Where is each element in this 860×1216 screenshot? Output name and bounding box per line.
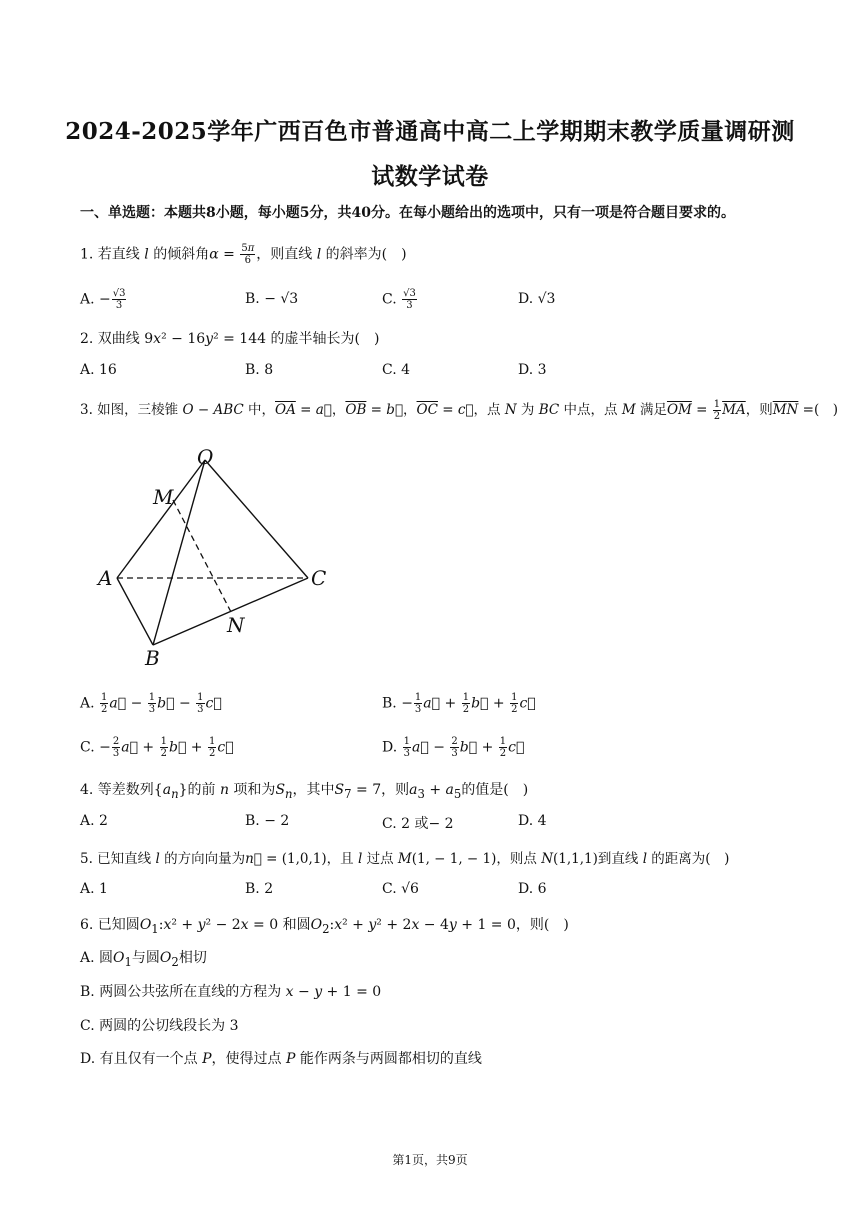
question-4-option-a: A. 2: [80, 813, 108, 829]
label-b: B: [145, 646, 160, 670]
question-6-option-a: A. 圆$O_1$与圆$O_2$相切: [80, 950, 207, 969]
question-2-option-c: C. 4: [382, 362, 411, 378]
label-o: O: [197, 445, 214, 469]
question-2-option-d: D. 3: [518, 362, 547, 378]
question-6-stem: 6. 已知圆$O_1:x^2 + y^2 - 2x = 0$ 和圆$O_2:x^2 + y^2 + 2x - 4y + 1 = 0$，则( ): [80, 917, 569, 936]
question-2-option-a: A. 16: [80, 362, 117, 378]
edge-oa: [117, 460, 205, 578]
tetrahedron-figure: [95, 440, 345, 670]
page-title-line1: 2024-2025学年广西百色市普通高中高二上学期期末教学质量调研测: [65, 118, 795, 145]
edge-oc: [205, 460, 308, 578]
question-5-stem: 5. 已知直线 l 的方向向量为n⃗ = (1,0,1)，且 l 过点 M(1, − 1, − 1)，则点 N(1,1,1)到直线 l 的距离为( ): [80, 851, 730, 867]
question-2-option-b: B. 8: [245, 362, 274, 378]
question-3-stem: 3. 如图，三棱锥 O − ABC 中，$\overline{OA}$ = a⃗，$\overline{OB}$ = b⃗，$\overline{OC}$ = c⃗，点 N 为 BC 中点，点 M 满足$\overline{OM}$ = $\frac{1}{2}$ $\overline{MA}$，则$\overline{MN}$ =( ): [80, 399, 838, 422]
question-4-option-d: D. 4: [518, 813, 547, 829]
label-c: C: [311, 566, 327, 590]
question-6-option-d: D. 有且仅有一个点 P，使得过点 P 能作两条与两圆都相切的直线: [80, 1051, 482, 1067]
question-4-option-c: C. 2 或− 2: [382, 816, 454, 832]
question-6-option-c: C. 两圆的公切线段长为 3: [80, 1018, 239, 1034]
question-1-option-c: C. $\frac{√3}{3}$: [382, 288, 416, 311]
section-heading: 一、单选题：本题共8小题，每小题5分，共40分。在每小题给出的选项中，只有一项是符合题目要求的。: [80, 205, 735, 221]
question-5-option-a: A. 1: [80, 881, 108, 897]
question-2-stem: 2. 双曲线 9x² − 16y² = 144 的虚半轴长为( ): [80, 331, 380, 347]
question-4-stem: 4. 等差数列$\{a_n\}$的前 n 项和为$S_n$，其中$S_7 = 7$，则$a_3 + a_5$的值是( ): [80, 782, 529, 801]
page-footer: 第1页，共9页: [392, 1153, 468, 1167]
question-3-option-b: B. − $\frac{1}{3}$ a⃗ + $\frac{1}{2}$ b⃗ + $\frac{1}{2}$ c⃗: [382, 692, 536, 715]
question-1-stem: 1. 若直线 l 的倾斜角α = $\frac{5\pi}{6}$ ，则直线 l 的斜率为( ): [80, 243, 407, 266]
page-title-line2: 试数学试卷: [371, 163, 489, 190]
segment-mn-hidden: [173, 500, 231, 612]
question-5-option-d: D. 6: [518, 881, 547, 897]
question-1-option-d: D. √3: [518, 291, 556, 307]
question-3-option-c: C. − $\frac{2}{3}$ a⃗ + $\frac{1}{2}$ b⃗ + $\frac{1}{2}$ c⃗: [80, 736, 234, 759]
question-4-option-b: B. − 2: [245, 813, 290, 829]
question-5-option-b: B. 2: [245, 881, 274, 897]
question-3-option-a: A. $\frac{1}{2}$ a⃗ − $\frac{1}{3}$ b⃗ − $\frac{1}{3}$ c⃗: [80, 692, 222, 715]
question-1-option-a: A. − $\frac{√3}{3}$: [80, 288, 126, 311]
question-5-option-c: C. √6: [382, 881, 419, 897]
label-n: N: [227, 613, 245, 637]
label-a: A: [98, 566, 113, 590]
question-1-option-b: B. − √3: [245, 291, 299, 307]
label-m: M: [153, 485, 174, 509]
question-6-option-b: B. 两圆公共弦所在直线的方程为 x − y + 1 = 0: [80, 984, 382, 1000]
question-3-option-d: D. $\frac{1}{3}$ a⃗ − $\frac{2}{3}$ b⃗ + $\frac{1}{2}$ c⃗: [382, 736, 525, 759]
edge-ab: [117, 578, 153, 645]
